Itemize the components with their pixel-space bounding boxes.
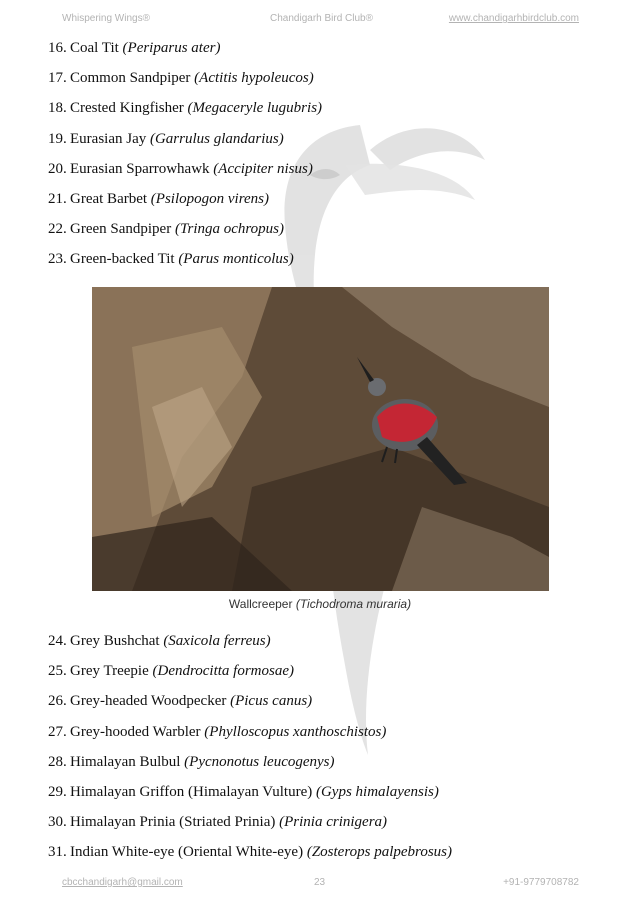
list-item: 19. Eurasian Jay (Garrulus glandarius) [48,130,284,147]
header-publication-title: Whispering Wings® [62,13,150,24]
page-number: 23 [314,877,326,888]
page-header [0,13,640,29]
list-item: 16. Coal Tit (Periparus ater) [48,40,221,56]
wallcreeper-photo [92,287,549,591]
list-item: 29. Himalayan Griffon (Himalayan Vulture) (Gyps himalayensis) [48,783,439,800]
header-website-link[interactable]: www.chandigarhbirdclub.com [448,13,579,24]
bird-list-top [48,33,322,275]
footer-phone: +91-9779708782 [503,877,579,888]
list-item: 21. Great Barbet (Psilopogon virens) [48,190,269,207]
list-item: 28. Himalayan Bulbul (Pycnonotus leucogenys) [48,753,335,770]
list-item: 26. Grey-headed Woodpecker (Picus canus) [48,693,313,710]
list-item: 27. Grey-hooded Warbler (Phylloscopus xanthoschistos) [48,723,387,740]
list-item: 25. Grey Treepie (Dendrocitta formosae) [48,663,295,680]
footer-email-link[interactable]: cbcchandigarh@gmail.com [62,877,183,888]
list-item: 20. Eurasian Sparrowhawk (Accipiter nisus) [48,160,313,177]
list-item: 23. Green-backed Tit (Parus monticolus) [48,251,294,268]
list-item: 17. Common Sandpiper (Actitis hypoleucos) [48,70,314,87]
list-item: 30. Himalayan Prinia (Striated Prinia) (Prinia crinigera) [48,814,388,831]
photo-caption: Wallcreeper (Tichodroma muraria) [228,597,412,611]
list-item: 31. Indian White-eye (Oriental White-eye) (Zosterops palpebrosus) [48,844,452,861]
bird-list-bottom [48,626,452,868]
list-item: 24. Grey Bushchat (Saxicola ferreus) [48,633,271,649]
list-item: 18. Crested Kingfisher (Megaceryle lugubris) [48,100,323,117]
page-footer [0,877,640,893]
list-item: 22. Green Sandpiper (Tringa ochropus) [48,221,285,238]
header-club-name: Chandigarh Bird Club® [270,13,373,24]
